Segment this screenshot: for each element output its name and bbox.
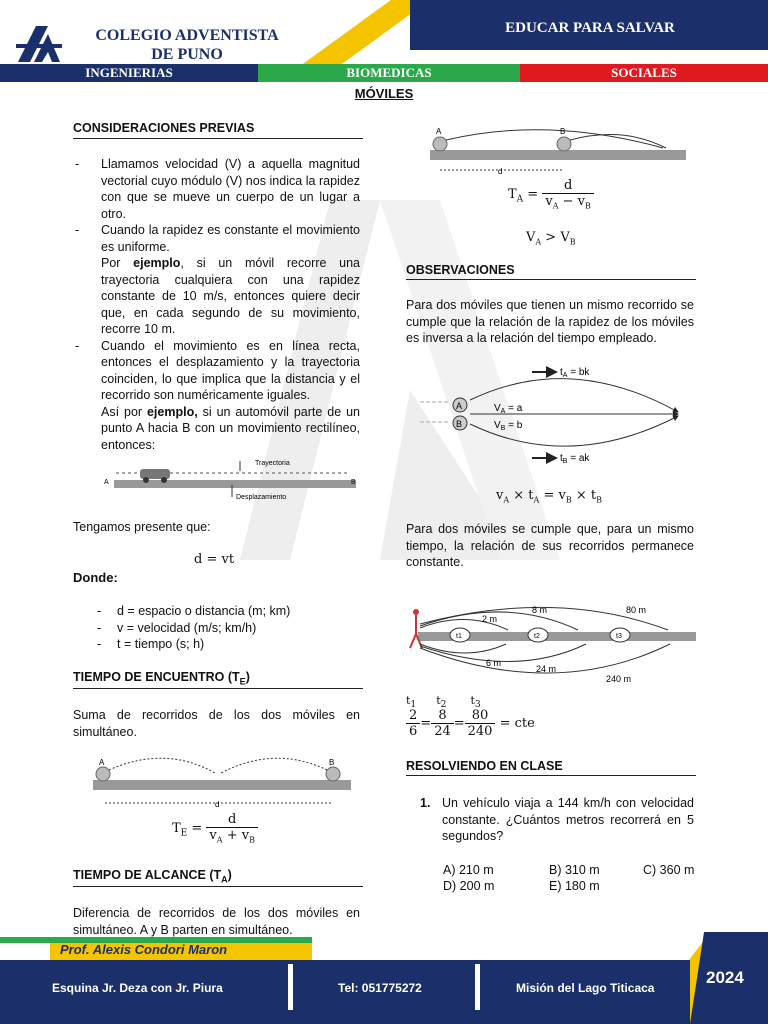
- encuentro-text: Suma de recorridos de los dos móviles en simultáneo.: [73, 708, 360, 739]
- divider: [73, 886, 363, 887]
- label-desplazamiento: Desplazamiento: [236, 494, 287, 501]
- page-title: MÓVILES: [354, 86, 414, 101]
- divider: [406, 279, 696, 280]
- ratio-t-labels: $t_1$ $t_2$ $t_3$: [406, 694, 481, 711]
- fraction-den: 6: [409, 724, 418, 739]
- formula-lhs: T: [172, 820, 181, 836]
- heading-text: TIEMPO DE ENCUENTRO (T: [73, 670, 240, 684]
- tengamos-text: Tengamos presente que:: [73, 520, 211, 534]
- label-trayectoria: Trayectoria: [255, 460, 290, 467]
- section-observaciones: OBSERVACIONES: [406, 263, 515, 277]
- footer-separator: [475, 964, 480, 1010]
- list-item-text: Cuando el movimiento es en línea recta, entonces el desplazamiento y la trayectoria coinciden, lo que implica que la distancia y el recorrido son numéricamente iguales.: [101, 338, 360, 402]
- school-name: [72, 26, 302, 64]
- ratio-fractions: $\frac{2}{6}$ = $\frac{8}{24}$ = $\frac{80}{240}$ = cte: [406, 708, 535, 739]
- footer-address: Esquina Jr. Deza con Jr. Piura: [52, 981, 223, 995]
- label-vb: $V_B = b$: [494, 420, 523, 432]
- figure-recorridos: [406, 600, 696, 688]
- list-item: - d = espacio o distancia (m; km): [97, 604, 291, 618]
- label-b: B: [456, 419, 463, 429]
- figure-alcance: [408, 122, 690, 178]
- formula-te: $T_E$ = $\frac{d}{v_A + v_B}$: [172, 812, 258, 845]
- formula-lhs-sub: A: [516, 194, 524, 205]
- label-tb: $t_B$ = ak: [560, 453, 590, 465]
- school-name-line1: COLEGIO ADVENTISTA: [95, 27, 279, 44]
- fraction-num: 2: [406, 708, 420, 724]
- list-item-text: Cuando la rapidez es constante el movimiento es uniforme.: [101, 223, 360, 254]
- school-logo-icon: [14, 24, 66, 64]
- fraction-den: $v_A - v_B$: [545, 194, 591, 211]
- heading-close: ): [245, 670, 250, 684]
- label-a: A: [456, 401, 463, 411]
- observaciones-text: Para dos móviles que tienen un mismo recorrido se cumple que la relación de la rapidez de los móviles es inversa a la relación del tiempo empleado.: [406, 298, 694, 345]
- list-item-text: d = espacio o distancia (m; km): [117, 604, 291, 618]
- label-t3: t3: [616, 633, 622, 640]
- option-a[interactable]: A) 210 m: [443, 863, 494, 877]
- list-item: - v = velocidad (m/s; km/h): [97, 620, 257, 635]
- label-t1: t1: [456, 633, 462, 640]
- formula-lhs-sub: E: [180, 828, 188, 839]
- list-item-text: t = tiempo (s; h): [117, 637, 205, 651]
- list-item: - t = tiempo (s; h): [97, 637, 205, 651]
- fraction-num: d: [542, 178, 594, 194]
- label-a: A: [436, 127, 442, 136]
- label-top-1: 2 m: [482, 614, 498, 624]
- example-prefix: Así por: [101, 404, 147, 419]
- label-top-2: 8 m: [532, 605, 548, 615]
- figure-velocidades: [420, 362, 690, 470]
- runner-icon: [410, 609, 422, 648]
- figure-encuentro: [75, 755, 365, 815]
- question-1: [420, 795, 694, 845]
- option-d[interactable]: D) 200 m: [443, 879, 495, 893]
- example-bold: ejemplo,: [146, 404, 198, 419]
- footer-mision: Misión del Lago Titicaca: [516, 981, 655, 995]
- label-a: A: [99, 758, 105, 767]
- formula-fraction: [206, 812, 258, 845]
- formula-lhs: T: [508, 186, 517, 202]
- label-bottom-1: 6 m: [486, 658, 502, 668]
- section-tiempo-encuentro: [73, 670, 250, 687]
- label-top-3: 80 m: [626, 605, 647, 615]
- school-name-line2: DE PUNO: [151, 46, 223, 63]
- list-item: - Llamamos velocidad (V) a aquella magnitud vectorial cuyo módulo (V) nos indica la rapidez con que se mueve un cuerpo de un lugar a otro.: [75, 157, 360, 221]
- fraction-den: $v_A + v_B$: [209, 828, 255, 845]
- question-number: 1.: [420, 796, 431, 810]
- figure-car-trajectory: [100, 455, 362, 505]
- formula-fraction: [542, 178, 594, 211]
- motto: EDUCAR PARA SALVAR: [505, 20, 675, 36]
- footer-year: 2024: [706, 968, 744, 987]
- list-item: - Cuando el movimiento es en línea recta, entonces el desplazamiento y la trayectoria coinciden, lo que implica que la distancia y el recorrido son numéricamente iguales.: [75, 338, 360, 402]
- consideraciones-list: [73, 156, 360, 453]
- formula-d-vt: d = vt: [194, 552, 235, 567]
- definitions-list: [95, 603, 355, 653]
- label-bottom-3: 240 m: [606, 674, 632, 684]
- heading-text: TIEMPO DE ALCANCE (T: [73, 868, 222, 882]
- label-b: B: [560, 127, 566, 136]
- divider: [406, 775, 696, 776]
- example-prefix: Por: [101, 256, 134, 270]
- divider: [73, 688, 363, 689]
- fraction-num: d: [206, 812, 258, 828]
- fraction-den: 240: [467, 724, 493, 739]
- fraction-den: 24: [434, 724, 451, 739]
- formula-ta: $T_A$ = $\frac{d}{v_A - v_B}$: [508, 178, 594, 211]
- section-consideraciones: CONSIDERACIONES PREVIAS: [73, 121, 255, 135]
- formula-condition: $V_A > V_B$: [526, 230, 576, 247]
- label-va: $V_A = a$: [494, 403, 523, 415]
- section-resolviendo: RESOLVIENDO EN CLASE: [406, 759, 563, 773]
- example-bold: ejemplo: [133, 256, 181, 270]
- heading-sub: E: [239, 676, 246, 687]
- label-bottom-2: 24 m: [536, 664, 557, 674]
- label-b: B: [329, 758, 335, 767]
- list-item: - Cuando la rapidez es constante el movimiento es uniforme.: [75, 223, 360, 254]
- label-d: d: [215, 800, 220, 809]
- option-e[interactable]: E) 180 m: [549, 879, 600, 893]
- fraction-num: 8: [431, 708, 454, 724]
- donde-heading: Donde:: [73, 570, 118, 585]
- heading-close: ): [227, 868, 232, 882]
- option-b[interactable]: B) 310 m: [549, 863, 600, 877]
- list-item-example: [73, 404, 360, 454]
- option-c[interactable]: C) 360 m: [643, 863, 695, 877]
- label-d: d: [498, 167, 503, 176]
- example-text: si un automóvil parte de un punto A hacia B con un movimiento rectilíneo, entonces:: [101, 404, 360, 452]
- observaciones-text-2: Para dos móviles se cumple que, para un mismo tiempo, la relación de sus recorridos permanece constante.: [406, 522, 694, 569]
- section-tiempo-alcance: [73, 868, 232, 885]
- example-text: , si un móvil recorre una trayectoria cualquiera con una rapidez constante de 10 m/s, entonces quiere decir que, en cada segundo de su movimiento, recorre 10 m.: [101, 256, 360, 336]
- question-text: Un vehículo viaja a 144 km/h con velocidad constante. ¿Cuántos metros recorrerá en 5 segundos?: [442, 796, 694, 843]
- label-a: A: [104, 479, 109, 486]
- heading-sub: A: [221, 874, 228, 885]
- alcance-text: Diferencia de recorridos de los dos móviles en simultáneo. A y B parten en simultáneo.: [73, 906, 360, 937]
- label-ta: $t_A$ = bk: [560, 367, 590, 379]
- ratio-rhs: cte: [514, 716, 535, 731]
- band-ingenierias: INGENIERIAS: [0, 64, 258, 82]
- divider: [73, 138, 363, 139]
- band-sociales: SOCIALES: [520, 64, 768, 82]
- formula-product: $v_A \times t_A = v_B \times t_B$: [496, 488, 602, 505]
- band-biomedicas: BIOMEDICAS: [258, 64, 520, 82]
- label-b: B: [351, 479, 356, 486]
- list-item-example: [73, 255, 360, 338]
- footer-tel: Tel: 051775272: [338, 981, 422, 995]
- label-t2: t2: [534, 633, 540, 640]
- professor-name: Prof. Alexis Condori Maron: [60, 942, 228, 957]
- list-item-text: v = velocidad (m/s; km/h): [117, 620, 257, 635]
- fraction-num: 80: [465, 708, 496, 724]
- list-item-text: Llamamos velocidad (V) a aquella magnitud vectorial cuyo módulo (V) nos indica la rapidez con que se mueve un cuerpo de un lugar a otro.: [101, 157, 360, 221]
- footer-separator: [288, 964, 293, 1010]
